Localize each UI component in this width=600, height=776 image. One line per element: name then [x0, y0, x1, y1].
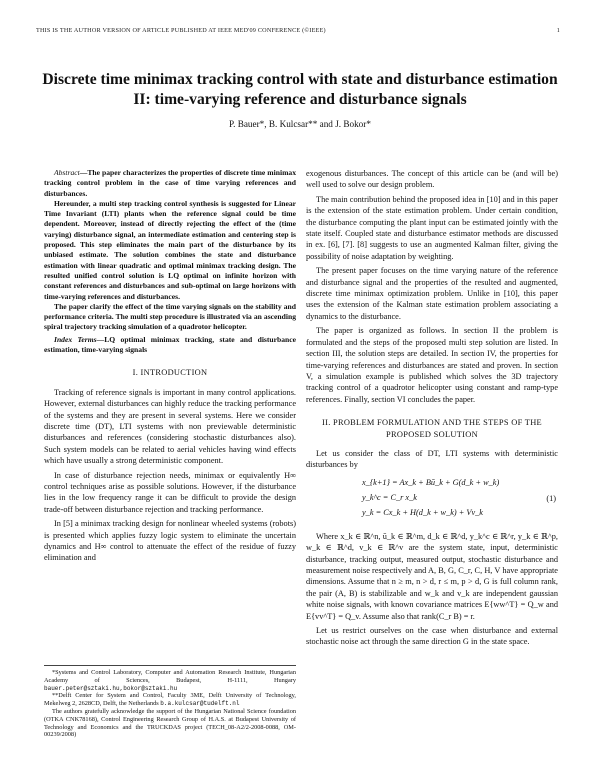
footnote-affiliation-1: *Systems and Control Laboratory, Computer and Automation Research Institute, Hungarian Academy of Sciences, Budapest, H-1111, Hungary [44, 669, 296, 684]
right-paragraph-0: exogenous disturbances. The concept of this article can be (and will be) well used to solve our design problem. [306, 169, 558, 190]
sec2-paragraph-2: Where x_k ∈ ℝ^n, ū_k ∈ ℝ^m, d_k ∈ ℝ^d, y_k^c ∈ ℝ^r, y_k ∈ ℝ^p, w_k ∈ ℝ^d, v_k ∈ ℝ^v are the system state, input, deterministic disturbance, tracking output, measured output, stochastic disturbance and measurement noise respectively and A, B, G, C_r, C, H, V have appropriate dimensions. Assume that n ≥ m, n > d, r ≤ m, p > d, G is full column rank, the pair (A, B) is stabilizable and w_k and v_k are independent gaussian white noise signals, with known covariance matrices E{ww^T} = Q_w and E{vv^T} = Q_v. Assume also that rank(C_r B) = r. [306, 531, 558, 621]
equation-1-line-3: y_k = Cx_k + H(d_k + w_k) + Vv_k [362, 507, 483, 517]
running-head-text: THIS IS THE AUTHOR VERSION OF ARTICLE PUBLISHED AT IEEE MED'09 CONFERENCE (©IEEE) [36, 27, 326, 34]
footnote-email-1: bauer.peter@sztaki.hu,bokor@sztaki.hu [44, 684, 178, 692]
equation-1-number: (1) [546, 493, 556, 503]
right-paragraph-3: The paper is organized as follows. In section II the problem is formulated and the steps of the proposed multi step solution are listed. In section III, the solution steps are detailed. In section IV, the properties for time-varying references and disturbances are stated and proven. In section V, a simulation example is published which solves the 3D trajectory tracking control of a quadrotor helicopter using constant and ramp-type references. Finally, section VI concludes the paper. [306, 326, 558, 404]
section-heading-introduction: I. INTRODUCTION [132, 368, 208, 378]
index-terms-text: —LQ optimal minimax tracking, state and disturbance estimation, time-varying signals [44, 334, 296, 355]
right-paragraph-2: The present paper focuses on the time varying nature of the reference and disturbance signal and the properties of the resulted and augmented, discrete time minimax optimization problem. Unlike in [10], this paper uses the extension of the Kalman state estimation problem associating a dynamics to the disturbance. [306, 266, 558, 321]
footnote-affiliation-2: **Delft Center for System and Control, Faculty 3ME, Delft University of Technology, Mekelweg 2, 2628CD, Delft, the Netherlands [44, 692, 296, 708]
abstract-p1: —The paper characterizes the properties of discrete time minimax tracking control problem in the case of time varying references and disturbances. [44, 168, 296, 198]
footnote-acknowledgement: The authors gratefully acknowledge the support of the Hungarian National Science foundation (OTKA CNK78168), Control Engineering Research Group of H.A.S. at Budapest University of Technology and Economics and the TRUCKDAS project (TECH_08-A2/2-2008-0088, OM-00239/2008) [44, 707, 296, 739]
footnotes [44, 665, 296, 739]
running-header [36, 27, 560, 34]
intro-paragraph-2: In case of disturbance rejection needs, minimax or equivalently H∞ control techniques arise as possible solutions. However, if the disturbance lies in the low frequency range it can be difficult to provide the design trade-off between disturbance rejection and tracking performance. [44, 470, 296, 514]
intro-paragraph-3: In [5] a minimax tracking design for nonlinear wheeled systems (robots) is presented which applies fuzzy logic system to eliminate the uncertain dynamics and H∞ control to attenuate the effect of the residue of fuzzy elimination and [44, 519, 296, 563]
sec2-paragraph-3: Let us restrict ourselves on the case when disturbance and external stochastic noise act through the same direction G in the state space. [306, 626, 558, 647]
equation-1 [306, 477, 558, 525]
left-column [44, 168, 296, 567]
footnote-email-2: b.a.kulcsar@tudelft.nl [160, 700, 240, 708]
abstract-p2: Hereunder, a multi step tracking control synthesis is suggested for Linear Time Invariant (LTI) plants when the reference signal could be time dependent. Moreover, instead of directly rejecting the effect of the (time varying) disturbance signal, an intermediate estimation and centering step is proposed. This step eliminates the main part of the disturbance by its unbiased estimate. The solution combines the state and disturbance estimation with linear quadratic and optimal minimax tracking design. The resulted unified control solution is LQ optimal on infinite horizon with constant references and disturbances and sub-optimal on large horizons with time-varying references and disturbances. [44, 198, 296, 301]
index-terms [44, 335, 296, 356]
page-number: 1 [556, 27, 560, 34]
author-list: P. Bauer*, B. Kulcsar** and J. Bokor* [229, 119, 371, 129]
right-paragraph-1: The main contribution behind the proposed idea in [10] and in this paper is the extension of the state estimation problem. Under certain condition, the disturbance computing the plant input can be estimated jointly with the state itself. Coupled state and disturbance estimator methods are discussed in ex. [6], [7]. [8] suggests to use an augmented Kalman filter, giving the possibility of noise adaptation by weighting. [306, 194, 558, 261]
right-column [306, 168, 558, 651]
intro-paragraph-1: Tracking of reference signals is important in many control applications. However, external disturbances can highly reduce the tracking performance of the systems and they are present in several systems. Here we consider discrete time (DT), LTI systems with non previewable deterministic disturbances and references (considering stochastic disturbances also). Such system models can be related to aerial vehicles having wind effects which have usually a strong deterministic component. [44, 387, 296, 466]
abstract-p3: The paper clarify the effect of the time varying signals on the stability and performance criteria. The multi step procedure is illustrated via an ascending spiral trajectory tracking simulation of a quadrotor helicopter. [44, 301, 296, 332]
abstract-label: Abstract [54, 168, 80, 177]
abstract [44, 168, 296, 333]
index-terms-label: Index Terms [54, 334, 97, 344]
sec2-paragraph-1: Let us consider the class of DT, LTI systems with deterministic disturbances by [306, 448, 558, 470]
equation-1-line-2: y_k^c = C_r x_k [362, 492, 417, 502]
equation-1-line-1: x_{k+1} = Ax_k + Bū_k + G(d_k + w_k) [362, 477, 500, 487]
section-heading-problem-formulation: II. PROBLEM FORMULATION AND THE STEPS OF THE PROPOSED SOLUTION [322, 418, 542, 439]
paper-title: Discrete time minimax tracking control with state and disturbance estimation II: time-varying reference and disturbance signals [42, 71, 558, 108]
